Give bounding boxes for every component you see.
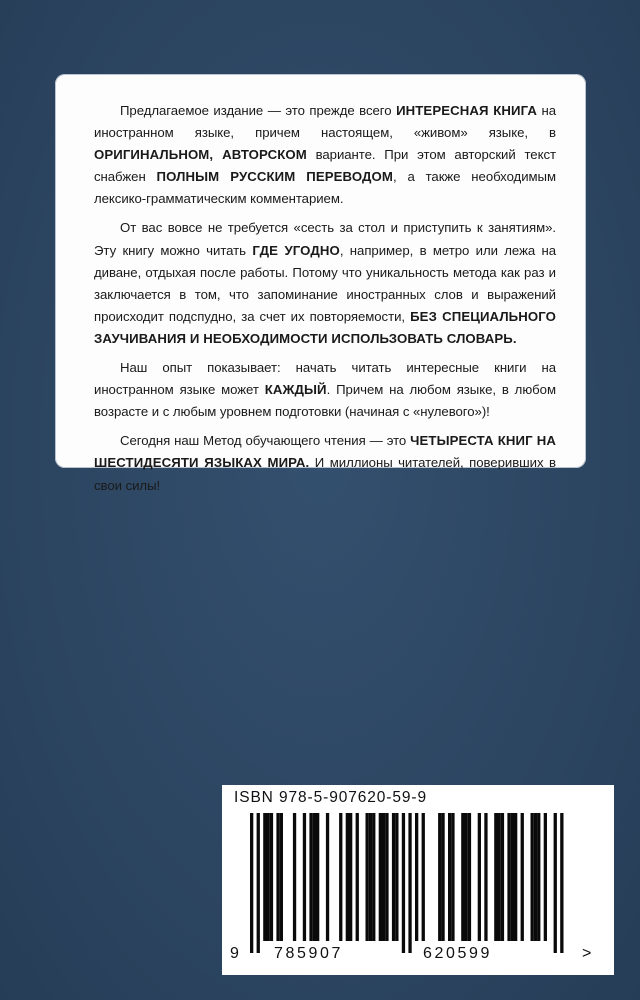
barcode-bar: [415, 813, 418, 941]
barcode-bar: [267, 813, 270, 941]
barcode-guard-bar: [554, 813, 557, 953]
description-paragraph: [94, 430, 556, 496]
barcode-bar: [451, 813, 454, 941]
barcode-bar: [544, 813, 547, 941]
description-paragraph: [94, 357, 556, 423]
emphasis-text: ЧЕТЫРЕСТА КНИГ НА ШЕСТИДЕСЯТИ ЯЗЫКАХ МИРА.: [94, 433, 556, 471]
barcode-bar: [534, 813, 537, 941]
barcode-bar: [303, 813, 306, 941]
barcode-bar: [382, 813, 385, 941]
quiet-zone-mark: >: [582, 945, 592, 962]
barcode-bar: [422, 813, 425, 941]
body-text: Сегодня наш Метод обучающего чтения — это: [120, 433, 411, 449]
barcode-bar: [316, 813, 319, 941]
barcode-bar: [468, 813, 471, 941]
barcode-bar: [346, 813, 349, 941]
barcode-bar: [511, 813, 514, 941]
body-text: От вас вовсе не требуется «сесть за стол и приступить к занятиям». Эту книгу можно читать: [94, 220, 556, 258]
body-text: , а также необходимым лексико-грамматическим комментарием.: [94, 169, 556, 207]
body-text: варианте. При этом авторский текст снабжен: [94, 147, 556, 185]
barcode-bar: [339, 813, 342, 941]
emphasis-text: ГДЕ УГОДНО: [252, 242, 340, 258]
barcode-bar: [441, 813, 444, 941]
emphasis-text: ПОЛНЫМ РУССКИМ ПЕРЕВОДОМ: [156, 169, 393, 185]
description-paragraph: [94, 217, 556, 350]
barcode-bar: [498, 813, 501, 941]
emphasis-text: ОРИГИНАЛЬНОМ, АВТОРСКОМ: [94, 147, 307, 163]
barcode-bar: [438, 813, 441, 941]
barcode-guard-bar: [408, 813, 411, 953]
barcode-bar: [478, 813, 481, 941]
emphasis-text: БЕЗ СПЕЦИАЛЬНОГО ЗАУЧИВАНИЯ И НЕОБХОДИМОСТИ ИСПОЛЬЗОВАТЬ СЛОВАРЬ.: [94, 308, 557, 346]
barcode-bar: [531, 813, 534, 941]
barcode-bar: [465, 813, 468, 941]
barcode-bar: [379, 813, 382, 941]
barcode-label: [222, 785, 614, 975]
barcode-bar: [280, 813, 283, 941]
emphasis-text: ИНТЕРЕСНАЯ КНИГА: [396, 103, 537, 118]
barcode-bar: [372, 813, 375, 941]
barcode-bar: [293, 813, 296, 941]
body-text: . Причем на любом языке, в любом возрасте и с любым уровнем подготовки (начиная с «нулевого»)!: [94, 382, 556, 420]
barcode-bar: [326, 813, 329, 941]
body-text: Предлагаемое издание — это прежде всего: [120, 103, 397, 118]
description-panel: [55, 74, 586, 493]
barcode-guard-bar: [560, 813, 563, 953]
ean-left-digits: 785907: [274, 945, 343, 962]
barcode-bar: [366, 813, 369, 941]
ean-first-digit: 9: [230, 945, 239, 962]
body-text: , например, в метро или лежа на диване, отдыхая после работы. Потому что уникальность метода как раз и заключается в том, что запоминание иностранных слов и выражений происходит подспудно, за счет их повторяемости,: [94, 242, 556, 324]
barcode-bar: [369, 813, 372, 941]
barcode-bar: [263, 813, 266, 941]
barcode-bar: [356, 813, 359, 941]
barcode-bar: [276, 813, 279, 941]
barcode-bar: [507, 813, 510, 941]
barcode-bar: [521, 813, 524, 941]
barcode-guard-bar: [257, 813, 260, 953]
barcode-bar: [313, 813, 316, 941]
barcode-bar: [309, 813, 312, 941]
barcode-bar: [385, 813, 388, 941]
ean-right-digits: 620599: [423, 945, 492, 962]
description-paragraph: [94, 100, 556, 210]
body-text: на иностранном языке, причем настоящем, «живом» языке, в: [94, 103, 556, 141]
barcode-bar: [484, 813, 487, 941]
barcode-guard-bar: [250, 813, 253, 953]
barcode-bar: [270, 813, 273, 941]
barcode-bar: [494, 813, 497, 941]
body-text: И миллионы читателей, поверивших в свои силы!: [94, 455, 556, 493]
isbn-number: ISBN 978-5-907620-59-9: [234, 789, 427, 806]
barcode-bar: [501, 813, 504, 941]
barcode-bar: [448, 813, 451, 941]
barcode-guard-bar: [402, 813, 405, 953]
body-text: Наш опыт показывает: начать читать интересные книги на иностранном языке может: [94, 360, 556, 398]
barcode-bar: [392, 813, 395, 941]
barcode-bar: [537, 813, 540, 941]
barcode-bar: [395, 813, 398, 941]
barcode-bar: [349, 813, 352, 941]
barcode-bar: [514, 813, 517, 941]
barcode-bar: [461, 813, 464, 941]
emphasis-text: КАЖДЫЙ: [264, 382, 327, 398]
